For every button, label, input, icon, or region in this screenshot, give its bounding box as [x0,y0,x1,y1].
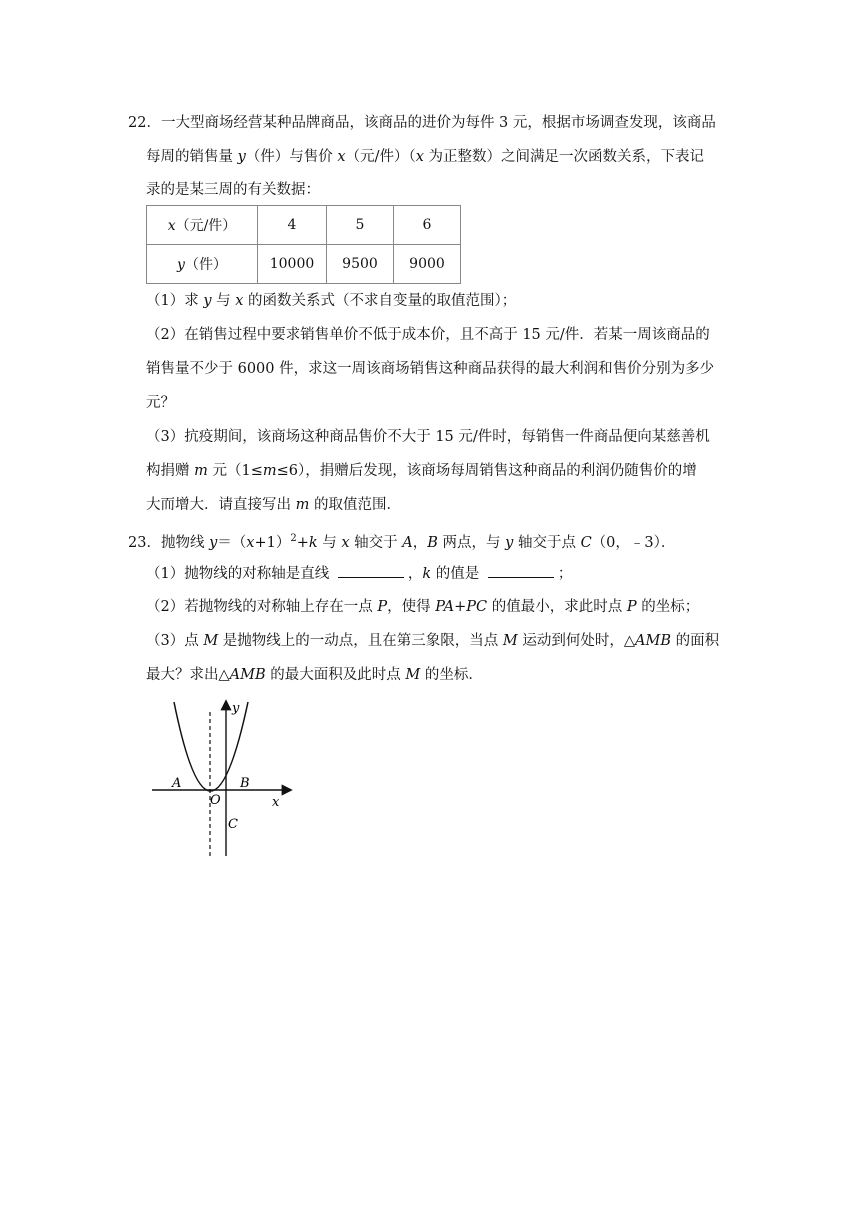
unit: （件） [184,257,227,273]
q22-part1 [146,291,516,311]
segment-PA: PA [435,599,455,615]
q22-line1 [128,113,716,133]
text: ， [407,566,423,582]
var-m: m [194,463,208,479]
point-A: A [402,534,413,551]
q23-part1 [146,563,572,584]
var-y: y [203,293,212,309]
point-P: P [377,599,388,615]
table-cell: 9000 [394,245,461,284]
triangle-AMB: AMB [229,667,266,683]
text: 的最大面积及此时点 [265,667,406,683]
triangle-AMB: AMB [635,633,672,649]
table-cell: 5 [327,206,394,245]
text: ＝（ [217,534,247,551]
q23-part3-line2 [146,665,483,685]
var-x: x [337,149,346,165]
table-row-x [147,206,461,245]
label-y: y [232,701,240,716]
text: （3）点 [146,633,204,649]
text: ， [412,534,428,551]
q23-stem [128,529,675,553]
label-O: O [210,793,221,808]
q22-part3-line3 [146,495,401,515]
text: 轴交于点 [513,534,581,551]
text: （元/件）（ [345,149,416,165]
text: ，使得 [387,599,436,615]
text: 构捐赠 [146,463,195,479]
var-y: y [237,149,246,165]
var-x: x [246,534,255,551]
text: 与 [317,534,342,551]
text: 的坐标． [420,667,483,683]
q22-data-table [146,205,461,284]
text: （件）与售价 [245,149,338,165]
text: ； [557,566,573,582]
q22-part2-line1: （2）在销售过程中要求销售单价不低于成本价，且不高于 15 元/件．若某一周该商品的 [146,327,710,343]
var-y: y [505,534,514,551]
text: （1）求 [146,293,204,309]
text: 每周的销售量 [146,149,238,165]
var-m: m [262,463,277,479]
text: 的值是 [431,566,484,582]
text: 的取值范围． [309,497,401,513]
text: +1） [254,534,291,551]
text: 的面积 [671,633,720,649]
var-x: x [415,149,424,165]
table-header-x [147,206,258,245]
q22-part2-line3: 元？ [146,395,175,411]
point-M: M [405,667,421,683]
text: 元（1≤ [207,463,263,479]
var-y: y [209,534,218,551]
table-cell: 6 [394,206,461,245]
text: 大而增大．请直接写出 [146,497,296,513]
text: 最大？求出△ [146,667,230,683]
q22-part3-line2 [146,461,697,481]
answer-blank[interactable] [338,563,404,578]
var-k: k [422,566,432,582]
unit: （元/件） [175,218,237,234]
text: 的坐标； [636,599,700,615]
text: 的值最小，求此时点 [487,599,627,615]
q22-number: 22． [128,115,161,131]
segment-PC: PC [466,599,488,615]
text: 是抛物线上的一动点，且在第三象限，当点 [218,633,503,649]
q22-part2-line2: 销售量不少于 6000 件，求这一周该商场销售这种商品获得的最大利润和售价分别为多少 [146,361,715,377]
q22-line2 [146,147,704,167]
answer-blank[interactable] [488,563,554,578]
text: + [296,534,309,551]
table-cell: 4 [258,206,327,245]
var-x: x [167,218,176,234]
q22-part3-line1: （3）抗疫期间，该商场这种商品售价不大于 15 元/件时，每销售一件商品便向某慈善机 [146,429,710,445]
text: （1）抛物线的对称轴是直线 [146,566,334,582]
text: 为正整数）之间满足一次函数关系，下表记 [423,149,705,165]
text: 的函数关系式（不求自变量的取值范围）； [243,293,517,309]
var-k: k [308,534,318,551]
text: ≤6），捐赠后发现，该商场每周销售这种商品的利润仍随售价的增 [276,463,697,479]
var-y: y [177,257,185,273]
label-C: C [228,817,238,832]
point-M: M [502,633,518,649]
label-B: B [240,776,250,791]
label-x: x [272,795,280,810]
q23-part3-line1 [146,631,719,651]
text: （0，﹣3）． [591,534,676,551]
text: 两点，与 [437,534,506,551]
table-header-y [147,245,258,284]
table-cell: 10000 [258,245,327,284]
parabola-figure [148,698,298,860]
point-M: M [203,633,219,649]
q23-number: 23． [128,534,161,551]
table-row-y [147,245,461,284]
text: 轴交于 [349,534,403,551]
text: 抛物线 [160,534,210,551]
text: 与 [211,293,236,309]
q22-intro-line1: 一大型商场经营某种品牌商品，该商品的进价为每件 3 元，根据市场调查发现，该商品 [160,115,716,131]
point-P: P [626,599,637,615]
point-B: B [427,534,438,551]
text: （2）若抛物线的对称轴上存在一点 [146,599,378,615]
exponent: 2 [290,533,297,544]
text: 运动到何处时，△ [517,633,636,649]
text: + [454,599,467,615]
table-cell: 9500 [327,245,394,284]
var-x: x [341,534,350,551]
q22-line3: 录的是某三周的有关数据： [146,182,320,198]
var-x: x [235,293,244,309]
q23-part2 [146,597,699,617]
point-C: C [580,534,592,551]
var-m: m [295,497,310,513]
label-A: A [172,776,182,791]
